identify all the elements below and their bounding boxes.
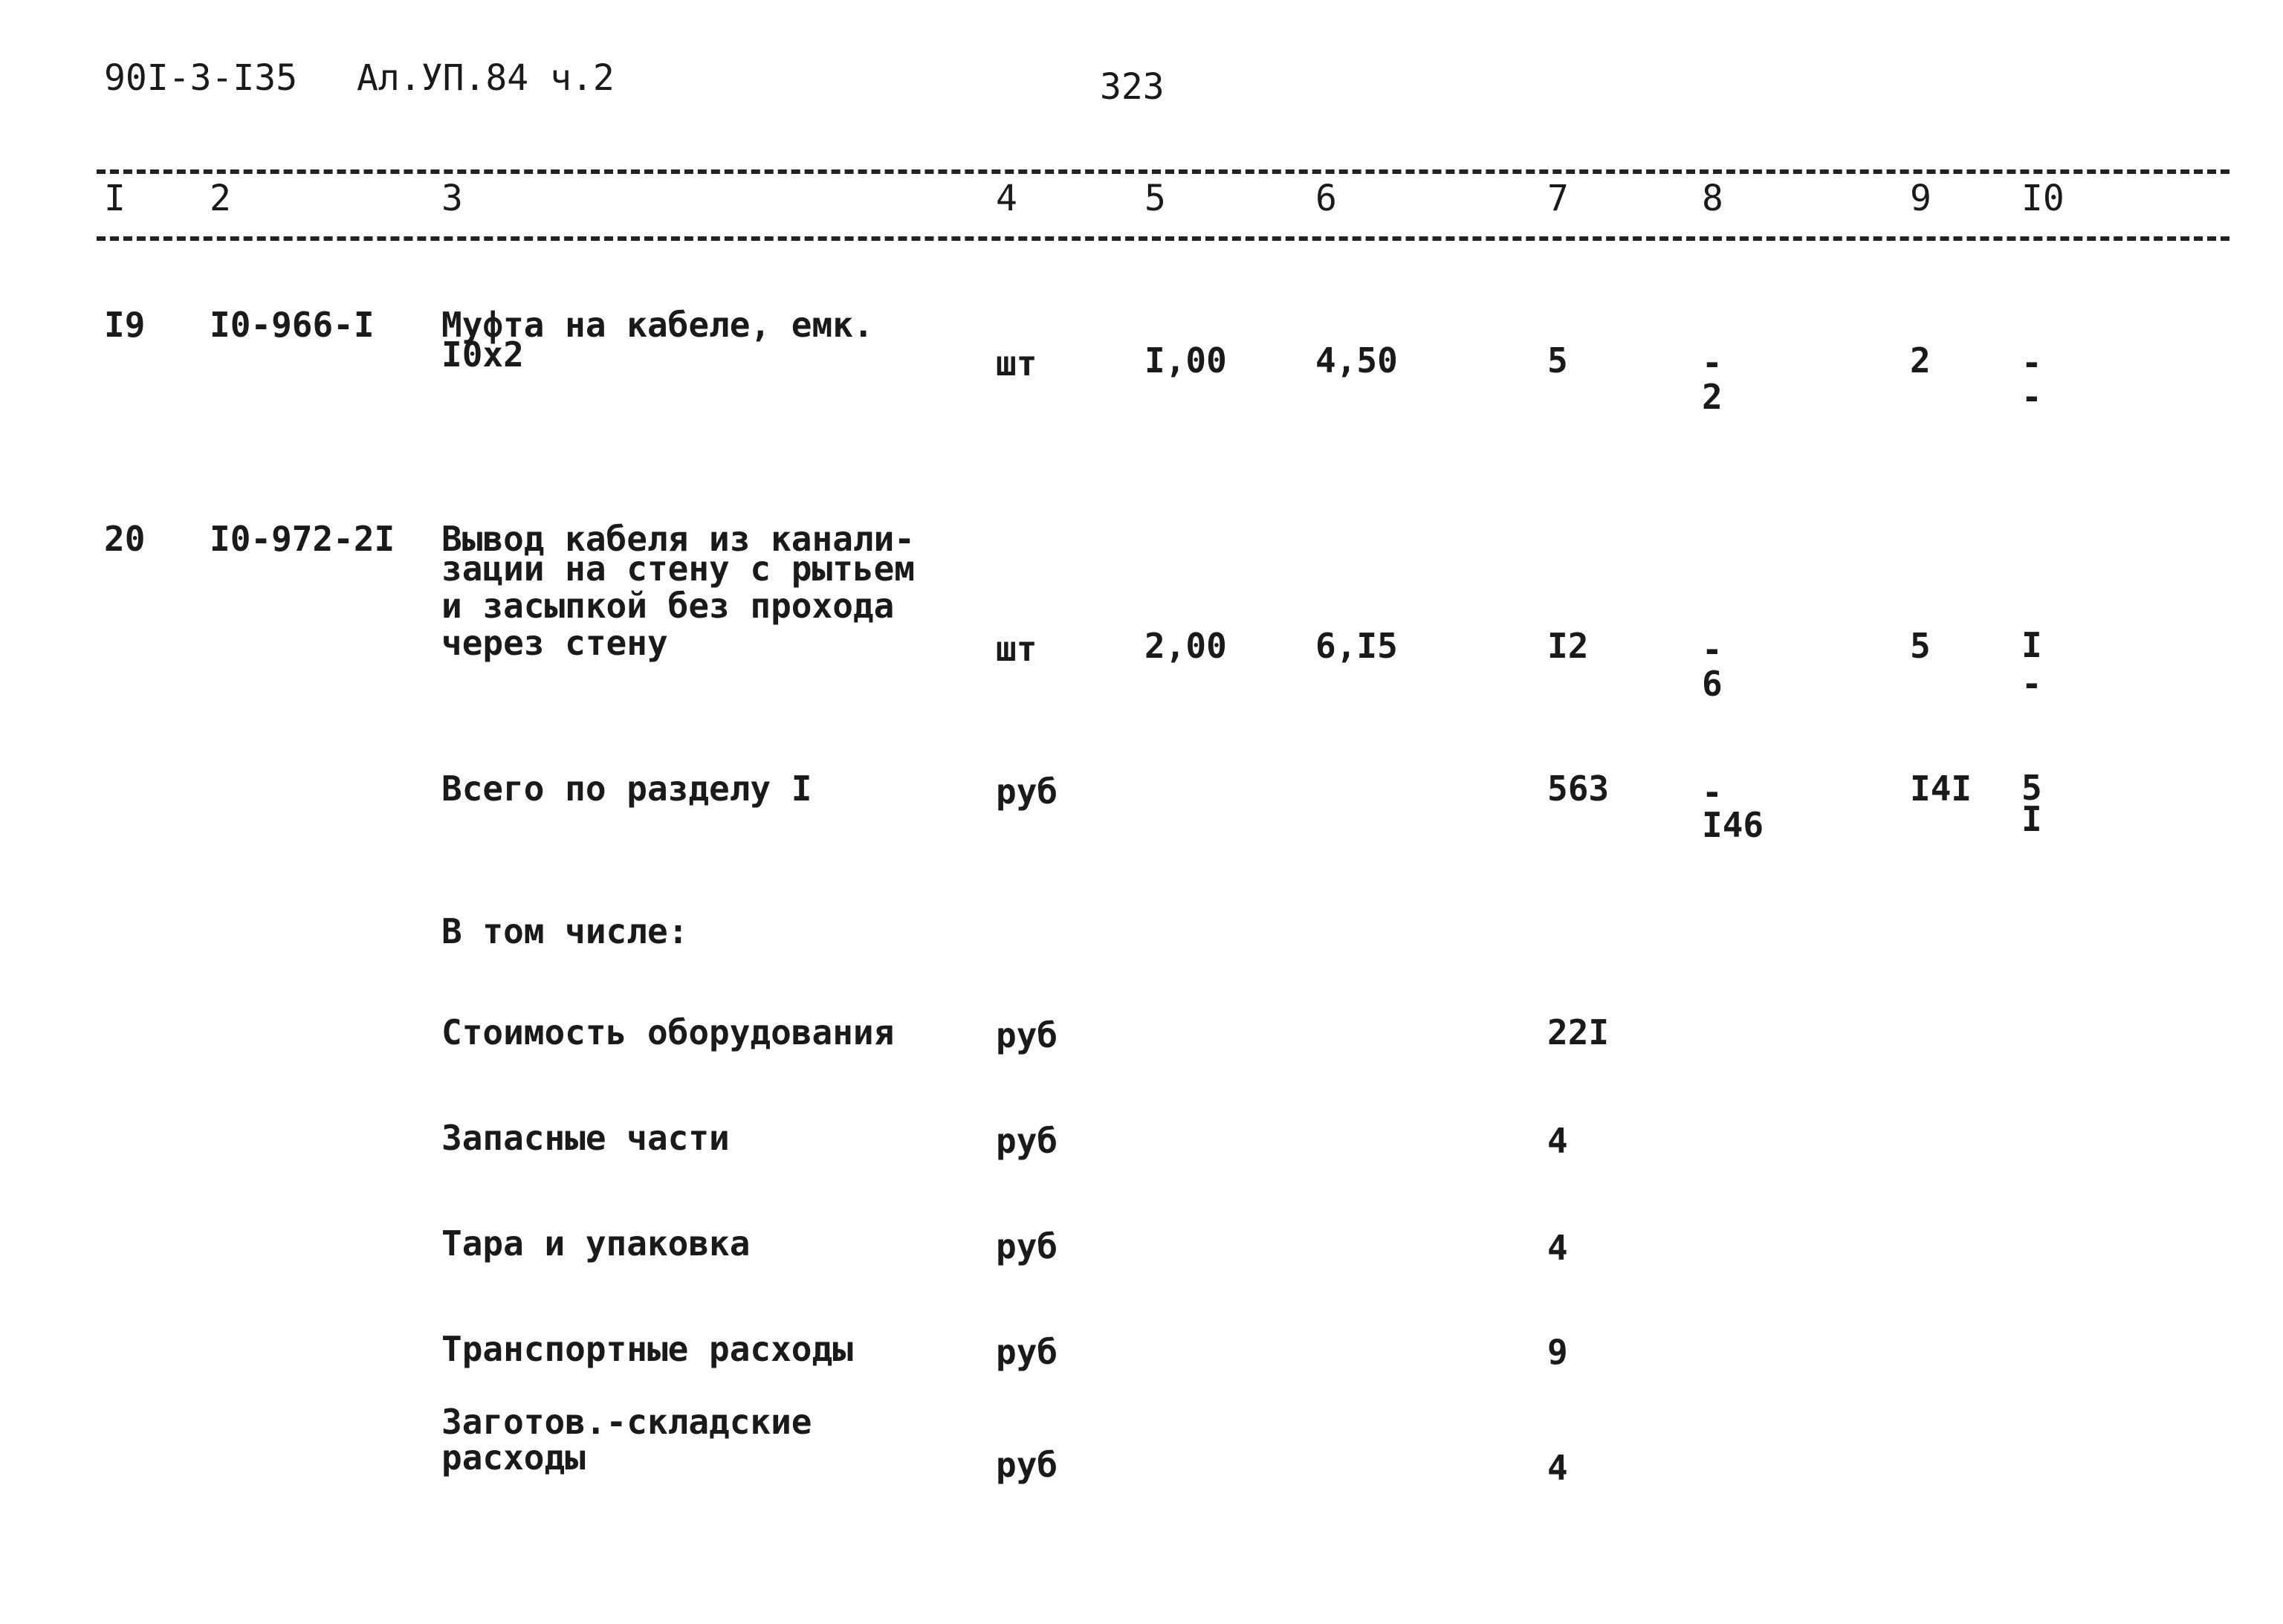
breakdown-storage-unit: руб — [996, 1445, 1058, 1485]
column-header-6: 6 — [1315, 178, 1337, 219]
section-total-col10-bottom: I — [2021, 799, 2042, 839]
row-20-col8-top: - — [1702, 630, 1723, 670]
section-total-col8-bottom: I46 — [1702, 805, 1764, 845]
breakdown-spare-parts-value: 4 — [1547, 1121, 1568, 1161]
breakdown-transport-unit: руб — [996, 1332, 1058, 1372]
row-20-description-line-3: и засыпкой без прохода — [441, 586, 895, 626]
breakdown-spare-parts-label: Запасные части — [441, 1118, 730, 1158]
row-19-col8-bottom: 2 — [1702, 377, 1723, 417]
column-header-7: 7 — [1547, 178, 1569, 219]
breakdown-spare-parts-unit: руб — [996, 1121, 1058, 1161]
row-19-col10-bottom: - — [2021, 377, 2042, 417]
section-total-label: Всего по разделу I — [441, 769, 812, 809]
section-total-value: 563 — [1547, 769, 1610, 809]
row-19-price: 4,50 — [1315, 340, 1398, 381]
row-20-price: 6,I5 — [1315, 626, 1398, 666]
row-19-col9: 2 — [1910, 340, 1931, 381]
row-19-number: I9 — [104, 305, 146, 345]
row-20-col8-bottom: 6 — [1702, 664, 1723, 704]
row-20-number: 20 — [104, 519, 146, 559]
row-20-col10-top: I — [2021, 625, 2042, 665]
breakdown-storage-label-line-1: Заготов.-складские — [441, 1402, 812, 1442]
row-20-description-line-1: Вывод кабеля из канали- — [441, 519, 915, 559]
breakdown-transport-value: 9 — [1547, 1332, 1568, 1372]
page-number: 323 — [1100, 66, 1165, 108]
row-19-quantity: I,00 — [1144, 340, 1227, 381]
column-header-1: I — [104, 178, 126, 219]
breakdown-equipment-value: 22I — [1547, 1012, 1610, 1052]
row-20-total: I2 — [1547, 626, 1589, 666]
breakdown-packaging-unit: руб — [996, 1226, 1058, 1266]
column-header-2: 2 — [210, 178, 231, 219]
breakdown-equipment-unit: руб — [996, 1015, 1058, 1055]
header-top-rule — [97, 169, 2229, 174]
column-header-10: I0 — [2021, 178, 2065, 219]
row-19-total: 5 — [1547, 340, 1568, 381]
breakdown-transport-label: Транспортные расходы — [441, 1329, 853, 1369]
breakdown-equipment-label: Стоимость оборудования — [441, 1012, 895, 1052]
section-total-col10-top: 5 — [2021, 768, 2042, 808]
row-19-description-line-2: I0x2 — [441, 334, 524, 375]
album-reference: Ал.УП.84 ч.2 — [357, 57, 615, 99]
breakdown-storage-label-line-2: расходы — [441, 1437, 586, 1478]
column-header-8: 8 — [1702, 178, 1723, 219]
row-20-code: I0-972-2I — [210, 519, 395, 559]
section-total-unit: руб — [996, 771, 1058, 812]
row-20-col10-bottom: - — [2021, 664, 2042, 704]
row-20-col9: 5 — [1910, 626, 1931, 666]
row-19-unit: шт — [996, 343, 1037, 384]
breakdown-packaging-label: Тара и упаковка — [441, 1223, 751, 1264]
row-19-code: I0-966-I — [210, 305, 375, 345]
row-19-col8-top: - — [1702, 343, 1723, 383]
column-header-3: 3 — [441, 178, 463, 219]
doc-code: 90I-3-I35 — [104, 57, 298, 99]
breakdown-packaging-value: 4 — [1547, 1228, 1568, 1268]
column-header-4: 4 — [996, 178, 1017, 219]
section-total-col9: I4I — [1910, 769, 1972, 809]
column-header-5: 5 — [1144, 178, 1166, 219]
header-bottom-rule — [97, 236, 2229, 241]
row-19-description-line-1: Муфта на кабеле, емк. — [441, 305, 874, 345]
including-label: В том числе: — [441, 911, 689, 951]
breakdown-storage-value: 4 — [1547, 1448, 1568, 1488]
row-20-quantity: 2,00 — [1144, 626, 1227, 666]
row-19-col10-top: - — [2021, 343, 2042, 383]
row-20-description-line-4: через стену — [441, 623, 668, 663]
row-20-description-line-2: зации на стену с рытьем — [441, 549, 915, 589]
section-total-col8-top: - — [1702, 772, 1723, 812]
row-20-unit: шт — [996, 629, 1037, 669]
column-header-9: 9 — [1910, 178, 1931, 219]
